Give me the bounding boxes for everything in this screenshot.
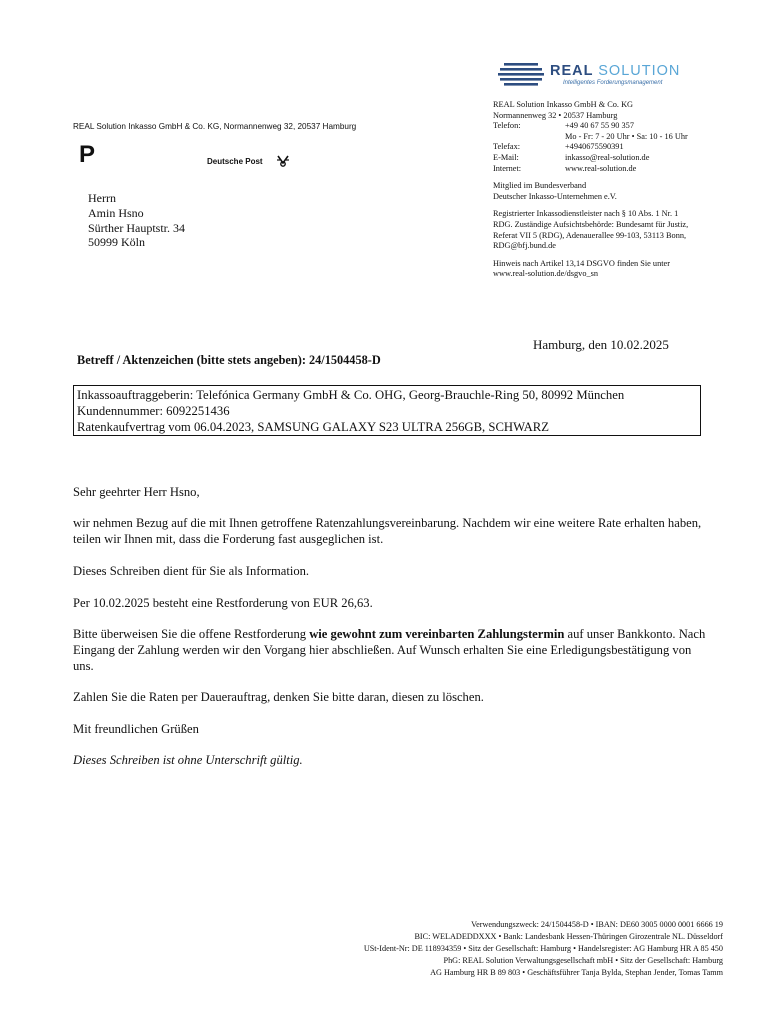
sender-return-address: REAL Solution Inkasso GmbH & Co. KG, Normannenweg 32, 20537 Hamburg [73, 122, 357, 131]
reference-line-customer-number: Kundennummer: 6092251436 [77, 404, 230, 418]
dsgvo-note [493, 259, 743, 280]
company-info [493, 100, 743, 280]
contact-label [493, 132, 565, 143]
logo-wordmark [550, 63, 680, 79]
letter-paragraph-3: Per 10.02.2025 besteht eine Restforderung von EUR 26,63. [73, 596, 373, 610]
letter-paragraph-1: wir nehmen Bezug auf die mit Ihnen getroffene Ratenzahlungsvereinbarung. Nachdem wir eine weitere Rate erhalten haben, teilen wir Ihnen mit, dass die Forderung fast ausgeglichen ist. [73, 516, 702, 546]
dsgvo-line: www.real-solution.de/dsgvo_sn [493, 269, 599, 279]
footer-line: USt-Ident-Nr: DE 118934359 • Sitz der Gesellschaft: Hamburg • Handelsregister: AG Hamburg HR A 85 450 [363, 944, 723, 953]
registration-line: RDG. Zuständige Aufsichtsbehörde: Bundesamt für Justiz, [493, 219, 689, 229]
dsgvo-line: Hinweis nach Artikel 13,14 DSGVO finden Sie unter [493, 258, 670, 268]
logo-tagline: Intelligentes Forderungsmanagement [563, 80, 663, 86]
reference-box [73, 385, 701, 436]
postage-mark: P [79, 141, 96, 168]
contact-row-web [493, 164, 743, 175]
footer-line: PhG: REAL Solution Verwaltungsgesellschaft mbH • Sitz der Gesellschaft: Hamburg [443, 956, 723, 965]
registration-line: RDG@bfj.bund.de [493, 241, 556, 251]
contact-label: Internet: [493, 163, 522, 173]
p4-text-start: Bitte überweisen Sie die offene Restforderung [73, 627, 310, 641]
contact-label: Telefon: [493, 121, 521, 131]
letter-paragraph-5: Zahlen Sie die Raten per Dauerauftrag, denken Sie bitte daran, diesen zu löschen. [73, 690, 484, 704]
registration-line: Registrierter Inkassodienstleister nach § 10 Abs. 1 Nr. 1 [493, 209, 679, 219]
logo-word-primary: REAL [550, 63, 594, 79]
recipient-street: Sürther Hauptstr. 34 [88, 220, 185, 235]
post-horn-icon [276, 154, 290, 168]
contact-label: Telefax: [493, 142, 521, 152]
contact-value: +49 40 67 55 90 357 [565, 121, 634, 131]
contact-value: inkasso@real-solution.de [565, 152, 650, 162]
deutsche-post-label: Deutsche Post [207, 157, 263, 166]
registration-line: Referat VII 5 (RDG), Adenauerallee 99-103, 53113 Bonn, [493, 230, 687, 240]
recipient-address [88, 191, 185, 250]
company-address: Normannenweg 32 • 20537 Hamburg [493, 110, 618, 120]
membership-line: Deutscher Inkasso-Unternehmen e.V. [493, 191, 617, 201]
reference-line-creditor: Inkassoauftraggeberin: Telefónica Germany GmbH & Co. OHG, Georg-Brauchle-Ring 50, 80992 München [77, 388, 625, 402]
contact-row-hours [493, 132, 743, 143]
contact-row-phone [493, 121, 743, 132]
company-name: REAL Solution Inkasso GmbH & Co. KG [493, 100, 634, 109]
contact-row-fax [493, 142, 743, 153]
footer-line: AG Hamburg HR B 89 803 • Geschäftsführer Tanja Bylda, Stephan Jender, Tomas Tamm [430, 968, 723, 977]
contact-value: +4940675590391 [565, 142, 624, 152]
contact-row-email [493, 153, 743, 164]
signature-note: Dieses Schreiben ist ohne Unterschrift gültig. [73, 753, 303, 767]
contact-value: Mo - Fr: 7 - 20 Uhr • Sa: 10 - 16 Uhr [565, 131, 688, 141]
recipient-city: 50999 Köln [88, 235, 145, 250]
letter-footer [364, 919, 723, 979]
reference-line-contract: Ratenkaufvertrag vom 06.04.2023, SAMSUNG GALAXY S23 ULTRA 256GB, SCHWARZ [77, 420, 550, 434]
letter-closing: Mit freundlichen Grüßen [73, 722, 199, 736]
letter-paragraph-2: Dieses Schreiben dient für Sie als Information. [73, 564, 310, 578]
membership-note [493, 181, 743, 202]
p4-text-end: auf unser Bankkonto. Nach Eingang der Zahlung werden wir den Vorgang hier abschließen. Auf Wunsch erhalten Sie eine Erledigungsbestätigung von uns. [73, 627, 706, 673]
contact-label: E-Mail: [493, 152, 519, 162]
footer-line: Verwendungszweck: 24/1504458-D • IBAN: DE60 3005 0000 0001 6666 19 [471, 920, 723, 929]
letter-greeting: Sehr geehrter Herr Hsno, [73, 485, 200, 499]
footer-line: BIC: WELADEDDXXX • Bank: Landesbank Hessen-Thüringen Girozentrale NL. Düsseldorf [414, 932, 723, 941]
logo-word-secondary: SOLUTION [598, 63, 681, 79]
letter-subject: Betreff / Aktenzeichen (bitte stets angeben): 24/1504458-D [77, 353, 381, 367]
letter-paragraph-4 [73, 627, 713, 674]
registration-note [493, 209, 743, 251]
contact-value: www.real-solution.de [565, 163, 637, 173]
company-logo [498, 60, 718, 90]
recipient-name: Amin Hsno [88, 205, 144, 220]
p4-emphasis: wie gewohnt zum vereinbarten Zahlungstermin [309, 627, 565, 641]
logo-stripes-icon [498, 62, 546, 86]
membership-line: Mitglied im Bundesverband [493, 181, 587, 191]
recipient-salutation: Herrn [88, 191, 116, 205]
letter-date: Hamburg, den 10.02.2025 [533, 337, 669, 352]
